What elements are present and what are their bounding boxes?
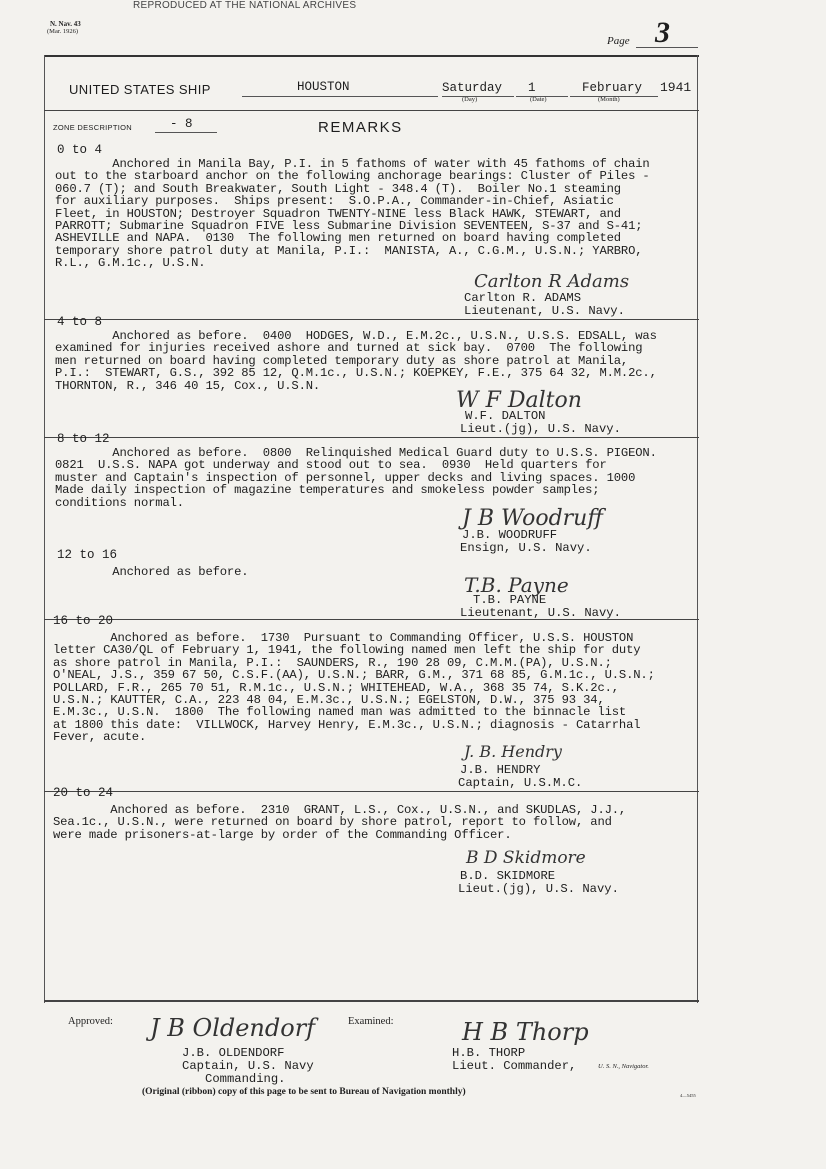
date-value: 1: [528, 81, 536, 95]
form-date: (Mar. 1926): [47, 28, 79, 35]
examined-rank: Lieut. Commander,: [452, 1059, 577, 1073]
month-caption: (Month): [598, 96, 620, 103]
month-value: February: [582, 81, 643, 95]
officer-rank-16-20: Captain, U.S.M.C.: [458, 776, 583, 790]
officer-rank-20-24: Lieut.(jg), U.S. Navy.: [458, 882, 619, 896]
entry-4-8-text: Anchored as before. 0400 HODGES, W.D., E.M.2c., U.S.N., U.S.S. EDSALL, was examined for injuries received ashore and turned at sick bay. 0700 The following men returned on board having completed temporary duty as shore patrol at Manila, P.I.: STEWART, G.S., 392 85 12, Q.M.1c., U.S.N.; KOEPKEY, F.E., 375 64 32, M.M.2c., THORNTON, R., 346 40 15, Cox., U.S.N.: [55, 329, 657, 393]
officer-name-8-12: J.B. WOODRUFF: [462, 528, 558, 542]
header-divider: [44, 110, 699, 111]
watch-16-20: 16 to 20: [53, 614, 114, 628]
form-right-border: [697, 55, 698, 1003]
watch-8-12: 8 to 12: [57, 432, 110, 446]
zone-description-label: ZONE DESCRIPTION: [53, 123, 132, 132]
approved-signature: J B Oldendorf: [150, 1014, 316, 1042]
year-value: 1941: [660, 80, 692, 95]
officer-name-20-24: B.D. SKIDMORE: [460, 869, 556, 883]
officer-name-4-8: W.F. DALTON: [465, 409, 546, 423]
officer-rank-8-12: Ensign, U.S. Navy.: [460, 541, 592, 555]
watch-0-4: 0 to 4: [57, 143, 103, 157]
day-name: Saturday: [442, 81, 503, 95]
form-number: N. Nav. 43: [50, 20, 81, 28]
page-label: Page: [607, 35, 630, 47]
signature-16-20: J. B. Hendry: [464, 742, 562, 761]
officer-rank-4-8: Lieut.(jg), U.S. Navy.: [460, 422, 621, 436]
approval-divider: [44, 1000, 699, 1002]
page-number: 3: [655, 16, 670, 49]
day-line: [442, 96, 514, 97]
watch-12-16: 12 to 16: [57, 548, 118, 562]
officer-name-16-20: J.B. HENDRY: [460, 763, 541, 777]
entry-divider: [44, 437, 699, 438]
officer-rank-0-4: Lieutenant, U.S. Navy.: [464, 304, 625, 318]
entry-divider: [44, 791, 699, 792]
signature-4-8: W F Dalton: [456, 388, 582, 413]
print-code: 4—5455: [680, 1093, 696, 1098]
entry-divider: [44, 319, 699, 320]
approved-role: Commanding.: [205, 1072, 286, 1086]
signature-8-12: J B Woodruff: [462, 506, 603, 531]
officer-rank-12-16: Lieutenant, U.S. Navy.: [460, 606, 621, 620]
examined-role: U. S. N., Navigator.: [598, 1063, 649, 1070]
officer-name-12-16: T.B. PAYNE: [473, 593, 547, 607]
entry-divider: [44, 619, 699, 620]
approved-name: J.B. OLDENDORF: [182, 1046, 285, 1060]
examined-name: H.B. THORP: [452, 1046, 526, 1060]
signature-12-16: T.B. Payne: [464, 573, 569, 597]
entry-16-20-text: Anchored as before. 1730 Pursuant to Commanding Officer, U.S.S. HOUSTON letter CA30/QL of February 1, 1941, the following named men left the ship for duty as shore patrol in Manila, P.I.: SAUNDERS, R., 190 28 09, C.M.M.(PA), U.S.N.; O'NEAL, J.S., 359 67 50, C.S.F.(AA), U.S.N.; BARR, G.M., 371 68 85, G.M.1c., U.S.N.; POLLARD, F.R., 265 70 51, R.M.1c., U.S.N.; WHITEHEAD, W.A., 368 35 74, S.K.2c., U.S.N.; KAUTTER, C.A., 223 48 04, E.M.3c., U.S.N.; EGELSTON, D.W., 375 93 34, E.M.3c., U.S.N. 1800 The following named man was admitted to the binnacle list at 1800 this date: VILLWOCK, Harvey Henry, E.M.3c., U.S.N.; diagnosis - Catarrhal Fever, acute.: [53, 631, 655, 745]
approved-rank: Captain, U.S. Navy: [182, 1059, 314, 1073]
entry-8-12-text: Anchored as before. 0800 Relinquished Medical Guard duty to U.S.S. PIGEON. 0821 U.S.S. NAPA got underway and stood out to sea. 0930 Held quarters for muster and Captain's inspection of personnel, upper decks and living spaces. 1000 Made daily inspection of magazine temperatures and smokeless powder samples; conditions normal.: [55, 446, 657, 510]
date-caption: (Date): [530, 96, 547, 103]
ship-name-line: [242, 96, 438, 97]
entry-20-24-text: Anchored as before. 2310 GRANT, L.S., Cox., U.S.N., and SKUDLAS, J.J., Sea.1c., U.S.N., were returned on board by shore patrol, report to follow, and were made prisoners-at-large by order of the Commanding Officer.: [53, 803, 627, 842]
ship-label: UNITED STATES SHIP: [69, 82, 211, 97]
signature-20-24: B D Skidmore: [466, 848, 586, 868]
form-left-border: [44, 55, 45, 1003]
footer-note: (Original (ribbon) copy of this page to be sent to Bureau of Navigation monthly): [142, 1087, 466, 1097]
entry-12-16-text: Anchored as before.: [55, 565, 249, 579]
ship-name: HOUSTON: [297, 80, 350, 94]
zone-description-value: - 8: [170, 117, 193, 131]
zone-line: [155, 132, 217, 133]
signature-0-4: Carlton R Adams: [474, 271, 630, 292]
examined-signature: H B Thorp: [462, 1018, 589, 1046]
form-top-border: [44, 55, 699, 57]
examined-label: Examined:: [348, 1016, 394, 1027]
officer-name-0-4: Carlton R. ADAMS: [464, 291, 582, 305]
watch-4-8: 4 to 8: [57, 315, 103, 329]
archive-stamp: REPRODUCED AT THE NATIONAL ARCHIVES: [133, 0, 357, 11]
day-caption: (Day): [462, 96, 478, 103]
remarks-title: REMARKS: [318, 119, 403, 136]
approved-label: Approved:: [68, 1016, 113, 1027]
entry-0-4-text: Anchored in Manila Bay, P.I. in 5 fathoms of water with 45 fathoms of chain out to the starboard anchor on the following anchorage bearings: Cluster of Piles - 060.7 (T); and South Breakwater, South Light - 348.4 (T). Boiler No.1 steaming for auxiliary purposes. Ships present: S.O.P.A., Commander-in-Chief, Asiatic Fleet, in HOUSTON; Destroyer Squadron TWENTY-NINE less Black HAWK, STEWART, and PARROTT; Submarine Squadron FIVE less Submarine Division SEVENTEEN, S-37 and S-41; ASHEVILLE and NAPA. 0130 The following men returned on board having completed temporary shore patrol duty at Manila, P.I.: MANISTA, A., C.G.M., U.S.N.; YARBRO, R.L., G.M.1c., U.S.N.: [55, 157, 650, 271]
watch-20-24: 20 to 24: [53, 786, 114, 800]
